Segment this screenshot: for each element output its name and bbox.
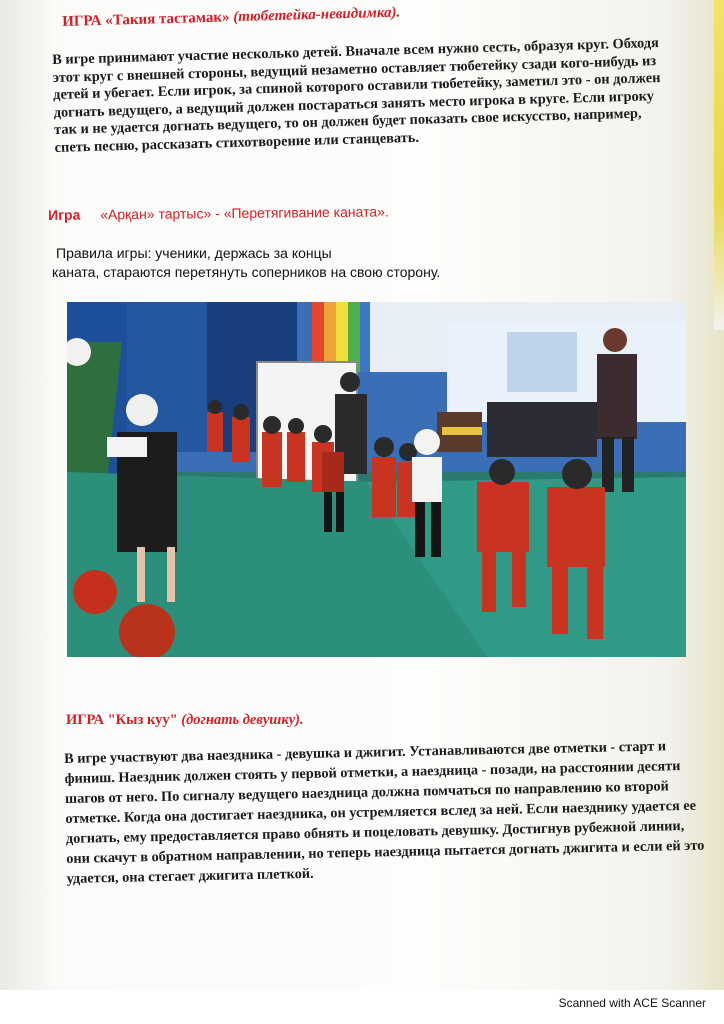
- tug-of-war-photo: [67, 302, 686, 657]
- game-2-label: Игра: [48, 206, 81, 223]
- game-1-title: ИГРА «Такия тастамак»: [62, 9, 230, 30]
- game-2-rules: [52, 244, 532, 282]
- game-3-title: ИГРА "Кыз куу": [66, 712, 178, 728]
- tug-of-war-photo-illustration: [67, 302, 686, 657]
- scanner-watermark: Scanned with ACE Scanner: [558, 996, 706, 1010]
- game-2-rules-line-2: каната, стараются перетянуть соперников на свою сторону.: [52, 264, 441, 280]
- page-edge-strip: [714, 0, 724, 330]
- game-2-title: «Арқан» тартыс» - «Перетягивание каната».: [100, 203, 389, 223]
- game-1-subtitle: (тюбетейка-невидимка).: [233, 4, 401, 26]
- game-1-description: В игре принимают участие несколько детей. Вначале всем нужно сесть, образуя круг. Обходя этот круг с внешней стороны, ведущий незаметно оставляет тюбетейку сзади кого-нибудь из детей и убегает. Если игрок, за спиной которого оставили тюбетейку, заметил это - он должен догнать ведущего, а ведущий должен постараться занять место игрока в круге. Если игроку так и не удается догнать ведущего, то он должен будет показать свое искусство, например, спеть песню, рассказать стихотворение или станцевать.: [52, 35, 661, 156]
- game-3-description: В игре участвуют два наездника - девушка и джигит. Устанавливаются две отметки - старт и финиш. Наездник должен стоять у первой отметки, а наездница - позади, на расстоянии десяти шагов от него. По сигналу ведущего наездница должна помчаться по направлению ко второй отметке. Когда она достигает наездника, он устремляется вслед за ней. Если наезднику удается ее догнать, ему предоставляется право обнять и поцеловать девушку. Достигнув рубежной линии, они скачут в обратном направлении, но теперь наездница пытается догнать джигита и если ей это удается, она стегает джигита плеткой.: [64, 738, 705, 887]
- game-3-heading: [66, 712, 304, 729]
- game-2-rules-line-1: Правила игры: ученики, держась за концы: [56, 245, 332, 261]
- game-3-subtitle: (догнать девушку).: [181, 712, 304, 728]
